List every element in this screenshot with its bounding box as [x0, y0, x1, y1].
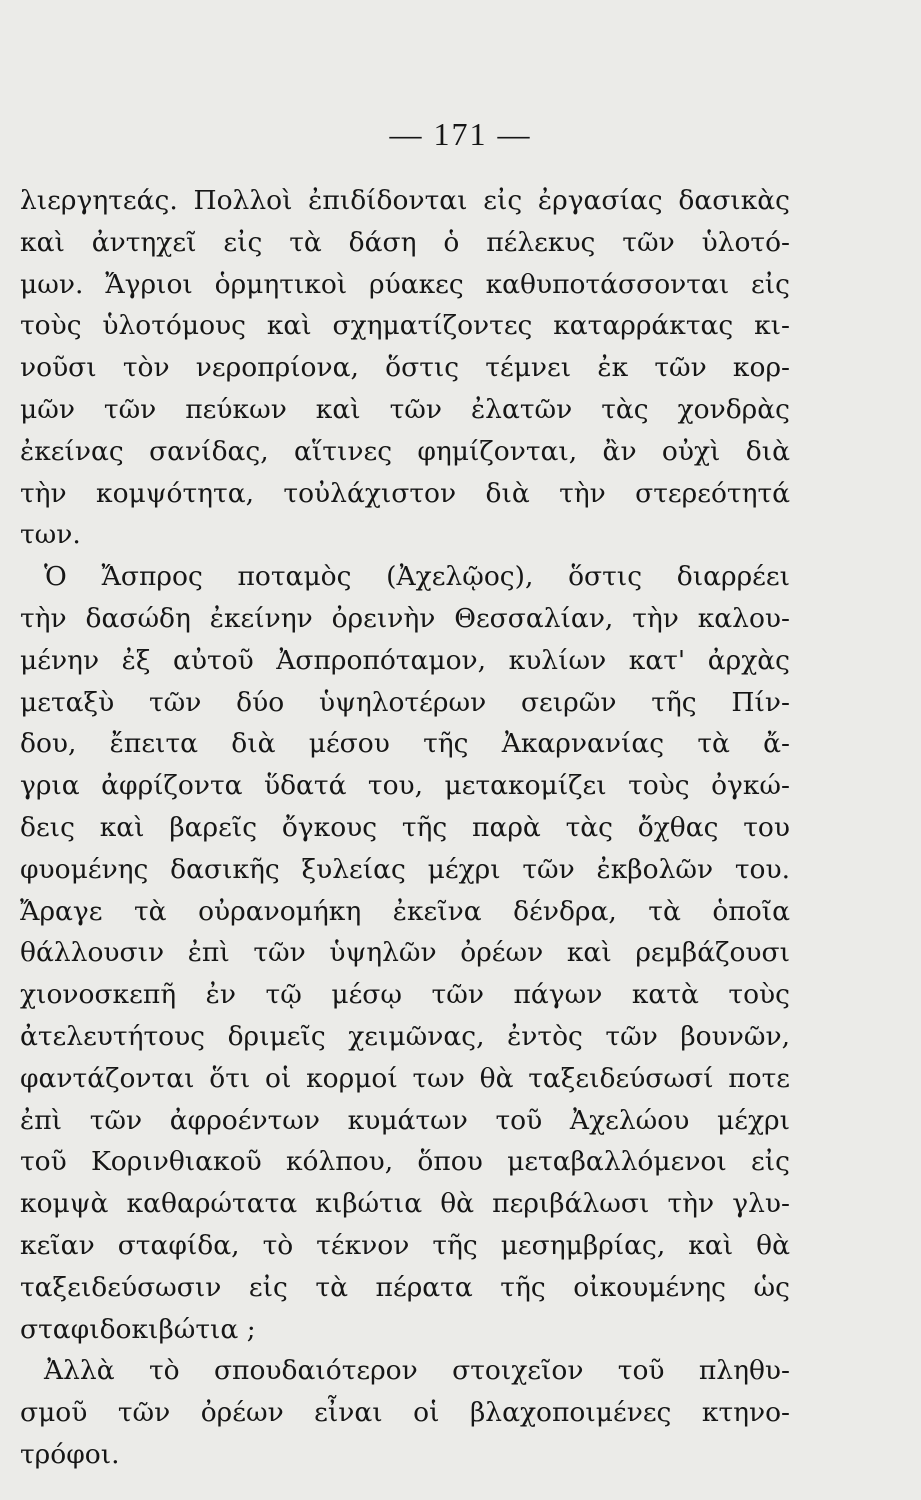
- text-line: δεις καὶ βαρεῖς ὄγκους τῆς παρὰ τὰς ὄχθας του: [20, 811, 790, 843]
- text-line: χιονοσκεπῆ ἐν τῷ μέσῳ τῶν πάγων κατὰ τοὺς: [20, 979, 790, 1011]
- text-line: δου, ἔπειτα διὰ μέσου τῆς Ἀκαρνανίας τὰ ἄ-: [20, 728, 790, 760]
- text-line: τοῦ Κορινθιακοῦ κόλπου, ὅπου μεταβαλλόμενοι εἰς: [20, 1146, 790, 1178]
- text-line: θάλλουσιν ἐπὶ τῶν ὑψηλῶν ὀρέων καὶ ρεμβάζουσι: [20, 937, 790, 969]
- text-line: ἀτελευτήτους δριμεῖς χειμῶνας, ἐντὸς τῶν βουνῶν,: [20, 1020, 790, 1052]
- text-line: τρόφοι.: [20, 1438, 120, 1470]
- text-line: μῶν τῶν πεύκων καὶ τῶν ἐλατῶν τὰς χονδρὰς: [20, 393, 790, 425]
- text-line: φυομένης δασικῆς ξυλείας μέχρι τῶν ἐκβολῶν του.: [20, 853, 790, 885]
- body-text: [20, 180, 790, 1476]
- text-line: Ἄραγε τὰ οὐρανομήκη ἐκεῖνα δένδρα, τὰ ὁποῖα: [20, 895, 790, 927]
- text-line: σταφιδοκιβώτια ;: [20, 1313, 256, 1345]
- text-line: μένην ἐξ αὐτοῦ Ἀσπροπόταμον, κυλίων κατ' ἀρχὰς: [20, 644, 790, 676]
- text-line: Ὁ Ἄσπρος ποταμὸς (Ἀχελῷος), ὅστις διαρρέει: [44, 561, 790, 593]
- text-line: γρια ἀφρίζοντα ὕδατά του, μετακομίζει τοὺς ὀγκώ-: [20, 770, 790, 802]
- text-line: λιεργητεάς. Πολλοὶ ἐπιδίδονται εἰς ἐργασίας δασικὰς: [20, 185, 790, 216]
- text-line: ἐπὶ τῶν ἀφροέντων κυμάτων τοῦ Ἀχελώου μέχρι: [20, 1104, 790, 1136]
- text-line: φαντάζονται ὅτι οἱ κορμοί των θὰ ταξειδεύσωσί ποτε: [20, 1062, 790, 1094]
- text-line: ταξειδεύσωσιν εἰς τὰ πέρατα τῆς οἰκουμένης ὡς: [20, 1271, 790, 1303]
- text-line: Ἀλλὰ τὸ σπουδαιότερον στοιχεῖον τοῦ πληθυ-: [44, 1355, 790, 1387]
- text-line: νοῦσι τὸν νεροπρίονα, ὅστις τέμνει ἐκ τῶν κορ-: [20, 352, 790, 384]
- text-line: καὶ ἀντηχεῖ εἰς τὰ δάση ὁ πέλεκυς τῶν ὑλοτό-: [20, 226, 790, 258]
- text-line: κεῖαν σταφίδα, τὸ τέκνον τῆς μεσημβρίας, καὶ θὰ: [20, 1229, 790, 1261]
- text-line: τοὺς ὑλοτόμους καὶ σχηματίζοντες καταρράκτας κι-: [20, 310, 790, 342]
- text-line: των.: [20, 519, 81, 551]
- text-line: μεταξὺ τῶν δύο ὑψηλοτέρων σειρῶν τῆς Πίν-: [20, 686, 790, 718]
- page-number: — 171 —: [389, 116, 532, 152]
- text-line: μων. Ἄγριοι ὁρμητικοὶ ρύακες καθυποτάσσονται εἰς: [20, 268, 790, 300]
- text-line: τὴν κομψότητα, τοὐλάχιστον διὰ τὴν στερεότητά: [20, 477, 790, 509]
- text-line: σμοῦ τῶν ὀρέων εἶναι οἱ βλαχοποιμένες κτηνο-: [20, 1397, 790, 1429]
- text-line: κομψὰ καθαρώτατα κιβώτια θὰ περιβάλωσι τὴν γλυ-: [20, 1188, 790, 1220]
- text-line: τὴν δασώδη ἐκείνην ὀρεινὴν Θεσσαλίαν, τὴν καλου-: [20, 602, 790, 634]
- text-line: ἐκείνας σανίδας, αἵτινες φημίζονται, ἂν οὐχὶ διὰ: [20, 435, 790, 467]
